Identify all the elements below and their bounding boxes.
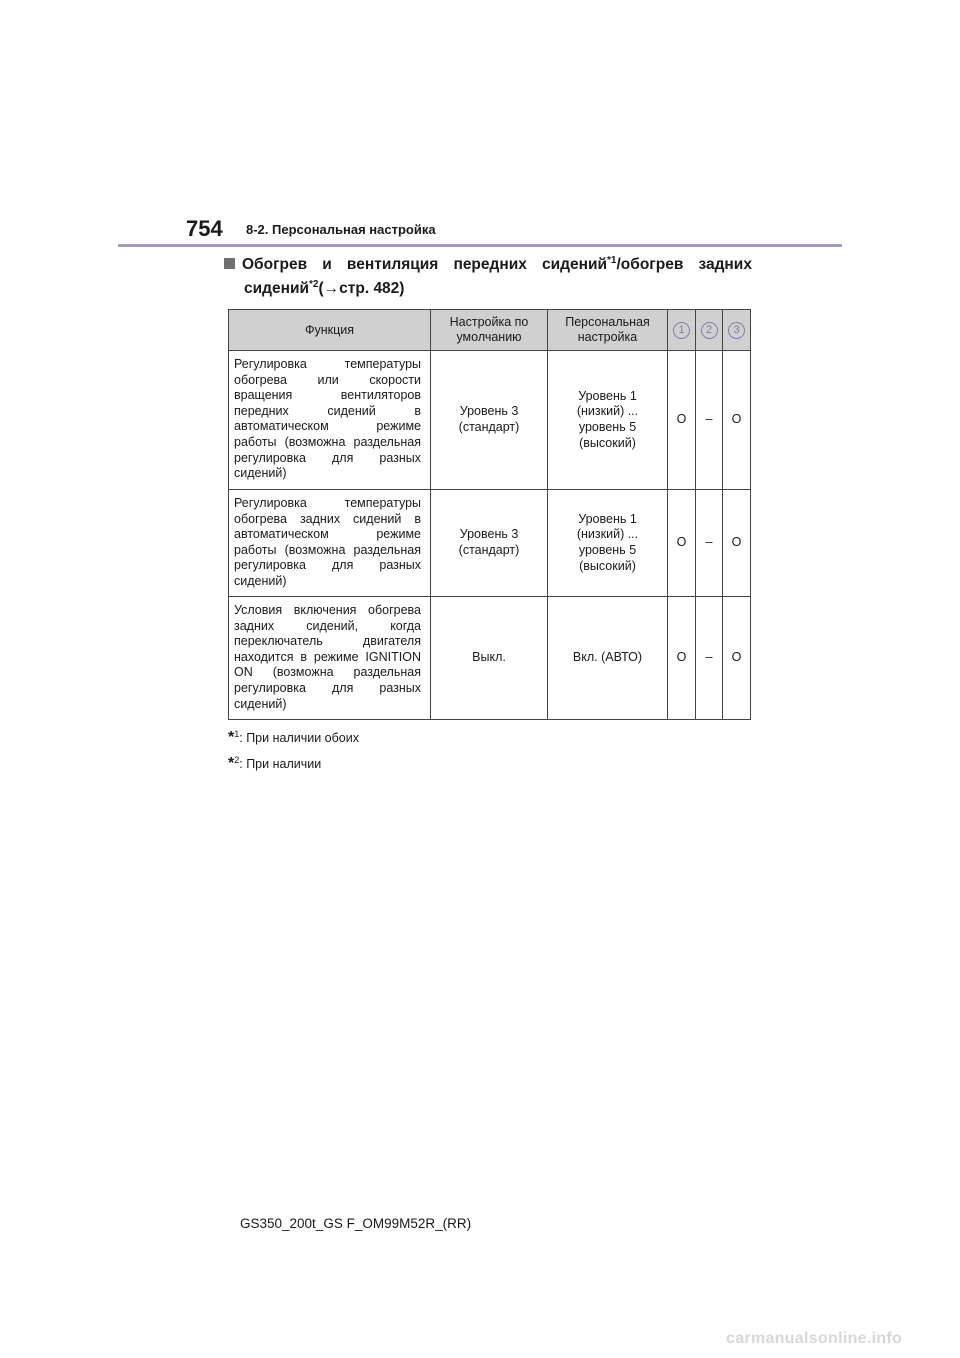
cell-personal: Уровень 1 (низкий) ... уровень 5 (высокий) (548, 490, 668, 597)
cell-function: Регулировка температуры обогрева или скорости вращения вентиляторов передних сидений в автоматическом режиме работы (возможна раздельная регулировка для разных сидений) (229, 351, 431, 490)
table-row (229, 597, 751, 720)
cell-col1: O (668, 597, 696, 720)
subheading-word: вентиляция (346, 256, 439, 273)
cell-function: Регулировка температуры обогрева задних сидений в автоматическом режиме работы (возможна раздельная регулировка для разных сидений) (229, 490, 431, 597)
header-rule (118, 244, 842, 247)
table-row (229, 351, 751, 490)
circled-1-icon: 1 (673, 322, 690, 339)
circled-2-icon: 2 (701, 322, 718, 339)
settings-table (228, 309, 751, 720)
footnote-ref: *2 (309, 278, 319, 290)
header-col1 (668, 310, 696, 351)
subheading-word: сидений$^{*1}$/обогрев (541, 254, 684, 273)
cell-personal: Вкл. (АВТО) (548, 597, 668, 720)
cell-col1: O (668, 490, 696, 597)
cell-col2: – (696, 351, 723, 490)
header-col2 (696, 310, 723, 351)
cell-col2: – (696, 490, 723, 597)
cell-col3: O (723, 490, 751, 597)
cell-col1: O (668, 351, 696, 490)
table-row (229, 490, 751, 597)
footnote-1: *$^1$: При наличии обоих (228, 728, 359, 746)
header-personal: Персональная настройка (548, 310, 668, 351)
cell-personal: Уровень 1 (низкий) ... уровень 5 (высокий) (548, 351, 668, 490)
header-col3 (723, 310, 751, 351)
watermark: carmanualsonline.info (726, 1330, 903, 1347)
subheading-line2: сидений$^{*2}$(→стр. 482) (244, 278, 405, 297)
footnote-star: * (228, 755, 235, 772)
header-default: Настройка по умолчанию (431, 310, 548, 351)
circled-3-icon: 3 (728, 322, 745, 339)
footnote-star: * (228, 729, 235, 746)
document-code: GS350_200t_GS F_OM99M52R_(RR) (240, 1216, 472, 1231)
subheading (224, 253, 752, 301)
page-number: 754 (186, 216, 223, 241)
cell-function: Условия включения обогрева задних сидений, когда переключатель двигателя находится в режиме IGNITION ON (возможна раздельная регулировка для разных сидений) (229, 597, 431, 720)
cell-default: Уровень 3 (стандарт) (431, 490, 548, 597)
cell-default: Уровень 3 (стандарт) (431, 351, 548, 490)
header-function: Функция (229, 310, 431, 351)
subheading-word: Обогрев (224, 253, 307, 277)
subheading-word: передних (453, 256, 527, 273)
footnote-2: *$^2$: При наличии (228, 754, 322, 772)
cell-col3: O (723, 597, 751, 720)
subheading-line1 (224, 253, 752, 277)
cell-default: Выкл. (431, 597, 548, 720)
cell-col3: O (723, 351, 751, 490)
subheading-word: задних (698, 256, 752, 273)
section-title: 8-2. Персональная настройка (246, 222, 436, 237)
square-bullet-icon (224, 258, 235, 269)
footnote-ref: *1 (607, 254, 617, 266)
subheading-word: и (322, 256, 332, 273)
cell-col2: – (696, 597, 723, 720)
table-header-row (229, 310, 751, 351)
